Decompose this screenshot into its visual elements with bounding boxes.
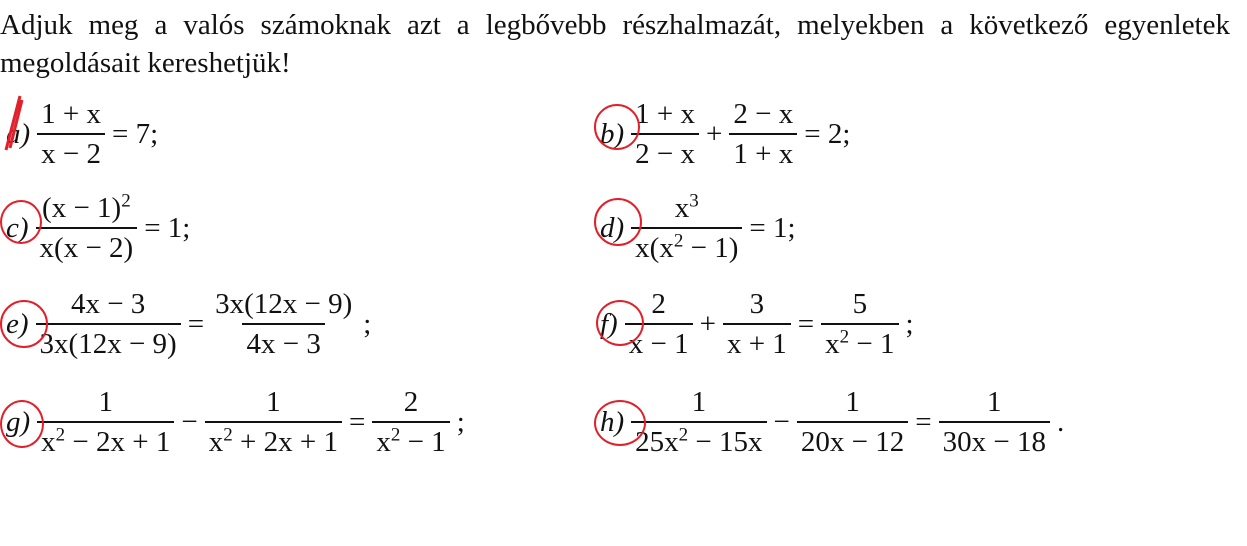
equation-c (6, 190, 194, 266)
numerator: 1 (98, 386, 114, 418)
equation-h (600, 384, 1068, 460)
denominator: x − 1 (625, 323, 693, 360)
exponent: 2 (673, 230, 684, 252)
den-part: x (208, 426, 224, 458)
denominator (821, 323, 898, 360)
equation-e (6, 286, 375, 362)
operator: − (181, 405, 198, 438)
numerator: 2 − x (733, 98, 794, 130)
exponent: 2 (223, 424, 233, 446)
numerator: 1 + x (41, 98, 102, 130)
terminator: ; (456, 405, 465, 438)
denominator: x(x − 2) (36, 227, 138, 264)
numerator: 1 + x (635, 98, 696, 130)
label-g: g) (6, 405, 31, 438)
exponent: 3 (689, 190, 699, 212)
fraction (631, 386, 766, 458)
denominator: 4x − 3 (242, 323, 324, 360)
equation-g (6, 384, 469, 460)
numerator: 3x(12x − 9) (215, 288, 353, 320)
label-e: e) (6, 307, 29, 340)
den-part: x (376, 426, 391, 458)
rhs: = 2; (804, 117, 851, 150)
label-f: f) (600, 307, 618, 340)
label-h: h) (600, 405, 625, 438)
denominator (631, 421, 766, 458)
rhs: = 1; (749, 211, 796, 244)
label-a: a) (6, 117, 31, 150)
rhs: = 7; (112, 117, 159, 150)
equation-d (600, 190, 800, 266)
numerator: 1 (691, 386, 707, 418)
denominator: 2 − x (631, 133, 699, 170)
exponent: 2 (839, 326, 850, 348)
exponent: 2 (121, 190, 131, 212)
denominator: x − 2 (37, 133, 105, 170)
numerator: 1 (987, 386, 1002, 418)
label-d: d) (600, 211, 625, 244)
den-part: x (41, 426, 56, 458)
numerator: 1 (845, 386, 860, 418)
fraction (723, 288, 791, 360)
numerator: 1 (266, 386, 281, 418)
denominator: 20x − 12 (797, 421, 908, 458)
fraction (797, 386, 908, 458)
numerator: 2 (403, 386, 419, 418)
fraction (36, 192, 138, 264)
denominator: 30x − 18 (939, 421, 1050, 458)
fraction (37, 98, 105, 170)
terminator: . (1056, 405, 1065, 438)
numerator: 5 (852, 288, 868, 320)
equation-f (600, 286, 918, 362)
numerator: 4x − 3 (70, 288, 146, 320)
denominator: 1 + x (729, 133, 797, 170)
den-part: + 2x + 1 (232, 426, 338, 458)
denominator (631, 227, 742, 264)
fraction (631, 98, 699, 170)
operator: + (706, 117, 723, 150)
rhs: = 1; (144, 211, 191, 244)
num-base: x (674, 192, 690, 224)
intro-text: Adjuk meg a valós számoknak azt a legbővebb részhalmazát, melyekben a következő egyenletek megoldásait kereshetjük! (0, 9, 1230, 79)
equals: = (797, 307, 815, 340)
fraction (821, 288, 898, 360)
fraction (372, 386, 449, 458)
numerator: 2 (651, 288, 666, 320)
den-part: − 1) (683, 232, 739, 264)
equals: = (915, 405, 932, 438)
equals: = (348, 405, 366, 438)
terminator: ; (363, 307, 372, 340)
exponent: 2 (678, 424, 689, 446)
denominator (37, 421, 174, 458)
denominator: x + 1 (723, 323, 791, 360)
label-b: b) (600, 117, 625, 150)
numerator (38, 192, 135, 227)
label-c: c) (6, 211, 29, 244)
fraction (37, 386, 174, 458)
fraction (205, 386, 342, 458)
numerator: 3 (749, 288, 765, 320)
fraction (631, 192, 742, 264)
den-part: x(x (635, 232, 674, 264)
den-part: − 15x (688, 426, 763, 458)
den-part: − 2x + 1 (65, 426, 171, 458)
den-part: − 1 (849, 328, 895, 360)
equation-a (6, 96, 162, 172)
exponent: 2 (55, 424, 66, 446)
fraction (625, 288, 693, 360)
exponent: 2 (390, 424, 401, 446)
operator: + (699, 307, 716, 340)
fraction (36, 288, 181, 360)
den-part: − 1 (400, 426, 446, 458)
fraction (729, 98, 797, 170)
fraction (211, 288, 356, 360)
terminator: ; (905, 307, 914, 340)
equation-b (600, 96, 854, 172)
operator: − (773, 405, 790, 438)
denominator (372, 421, 449, 458)
numerator (671, 192, 703, 227)
denominator (205, 421, 342, 458)
num-base: (x − 1) (42, 192, 122, 224)
fraction (939, 386, 1050, 458)
den-part: 25x (635, 426, 679, 458)
den-part: x (825, 328, 840, 360)
denominator: 3x(12x − 9) (36, 323, 181, 360)
equals: = (187, 307, 205, 340)
